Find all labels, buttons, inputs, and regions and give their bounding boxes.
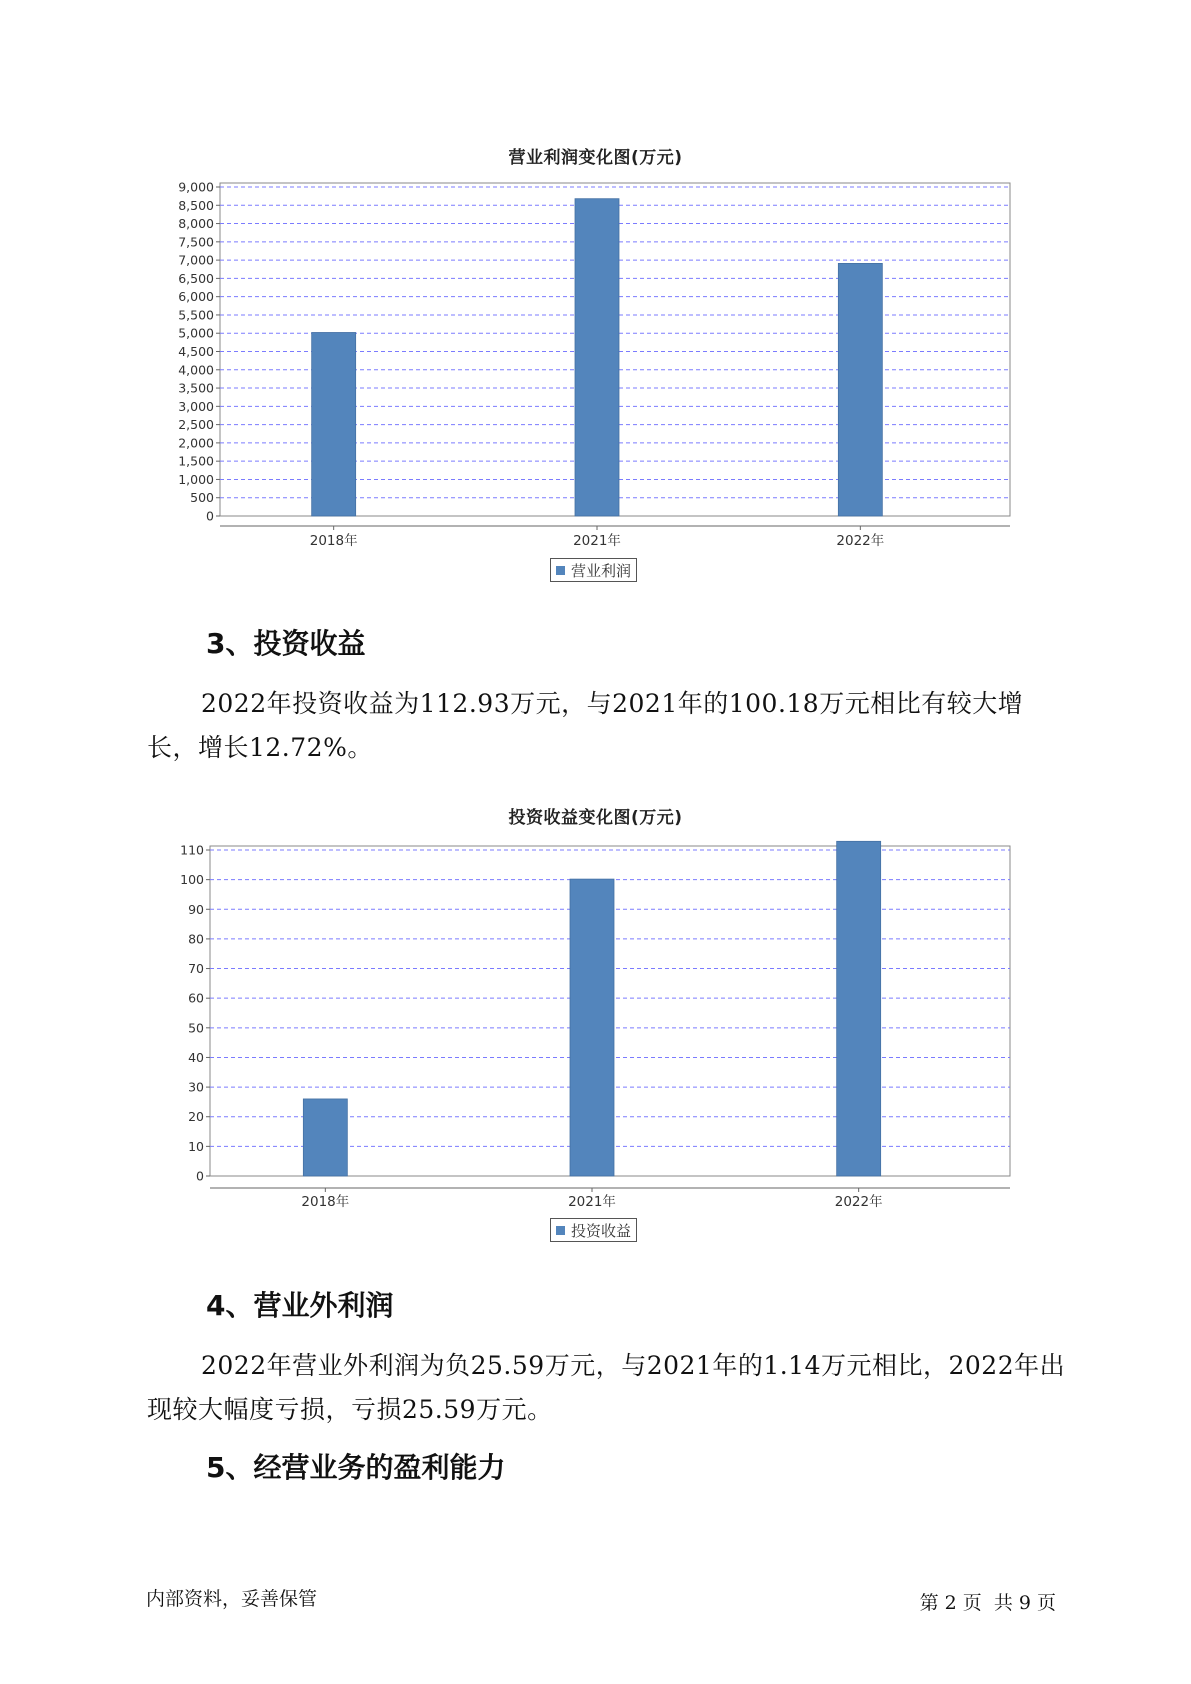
x-tick-label: 2018年 <box>309 533 358 549</box>
y-tick-label: 30 <box>188 1079 204 1095</box>
bar <box>837 841 881 1176</box>
paragraph-investment: 2022年投资收益为112.93万元，与2021年的100.18万元相比有较大增长，增长12.72%。 <box>147 689 1024 762</box>
y-tick-label: 110 <box>180 842 204 858</box>
y-tick-label: 5,000 <box>178 325 214 341</box>
y-tick-label: 6,000 <box>178 289 214 305</box>
y-tick-label: 40 <box>188 1049 204 1065</box>
footer-confidential-note: 内部资料，妥善保管 <box>146 1588 318 1610</box>
y-tick-label: 0 <box>206 508 214 524</box>
y-tick-label: 7,500 <box>178 234 214 250</box>
paragraph-nonoperating: 2022年营业外利润为负25.59万元，与2021年的1.14万元相比，2022年出现较大幅度亏损，亏损25.59万元。 <box>147 1351 1066 1424</box>
y-tick-label: 2,000 <box>178 435 214 451</box>
section-heading-profitability: 5、经营业务的盈利能力 <box>206 1451 506 1484</box>
y-tick-label: 80 <box>188 931 204 947</box>
section-heading-nonoperating: 4、营业外利润 <box>206 1289 394 1322</box>
x-tick-label: 2022年 <box>834 1194 883 1210</box>
y-tick-label: 60 <box>188 990 204 1006</box>
section-heading-investment: 3、投资收益 <box>206 627 366 660</box>
y-tick-label: 500 <box>190 490 214 506</box>
chart-title: 投资收益变化图(万元) <box>508 808 683 828</box>
y-tick-label: 50 <box>188 1020 204 1036</box>
y-tick-label: 0 <box>196 1168 204 1184</box>
y-tick-label: 7,000 <box>178 252 214 268</box>
x-tick-label: 2022年 <box>836 533 885 549</box>
legend-label: 营业利润 <box>571 561 632 580</box>
x-tick-label: 2021年 <box>573 533 621 549</box>
y-tick-label: 90 <box>188 901 204 917</box>
y-tick-label: 1,000 <box>178 471 214 487</box>
y-tick-label: 1,500 <box>178 453 214 469</box>
y-tick-label: 4,500 <box>178 344 214 359</box>
y-tick-label: 9,000 <box>178 179 214 195</box>
y-tick-label: 3,000 <box>178 398 214 414</box>
bar <box>303 1099 347 1176</box>
y-tick-label: 8,000 <box>178 216 214 232</box>
x-tick-label: 2018年 <box>301 1194 350 1210</box>
y-tick-label: 4,000 <box>178 362 214 378</box>
y-tick-label: 20 <box>188 1109 204 1125</box>
bar <box>570 879 614 1176</box>
y-tick-label: 70 <box>188 961 204 977</box>
footer-page-number: 第 2 页 共 9 页 <box>919 1592 1056 1614</box>
x-tick-label: 2021年 <box>568 1194 616 1210</box>
y-tick-label: 8,500 <box>178 197 214 213</box>
y-tick-label: 10 <box>188 1138 204 1154</box>
y-tick-label: 6,500 <box>178 270 214 286</box>
chart-legend <box>550 1218 637 1242</box>
legend-label: 投资收益 <box>571 1221 632 1240</box>
legend-swatch <box>556 1226 565 1235</box>
y-tick-label: 3,500 <box>178 380 214 396</box>
y-tick-label: 2,500 <box>178 417 214 433</box>
chart-title: 营业利润变化图(万元) <box>508 148 683 168</box>
y-tick-label: 5,500 <box>178 307 214 323</box>
y-tick-label: 100 <box>180 872 204 888</box>
